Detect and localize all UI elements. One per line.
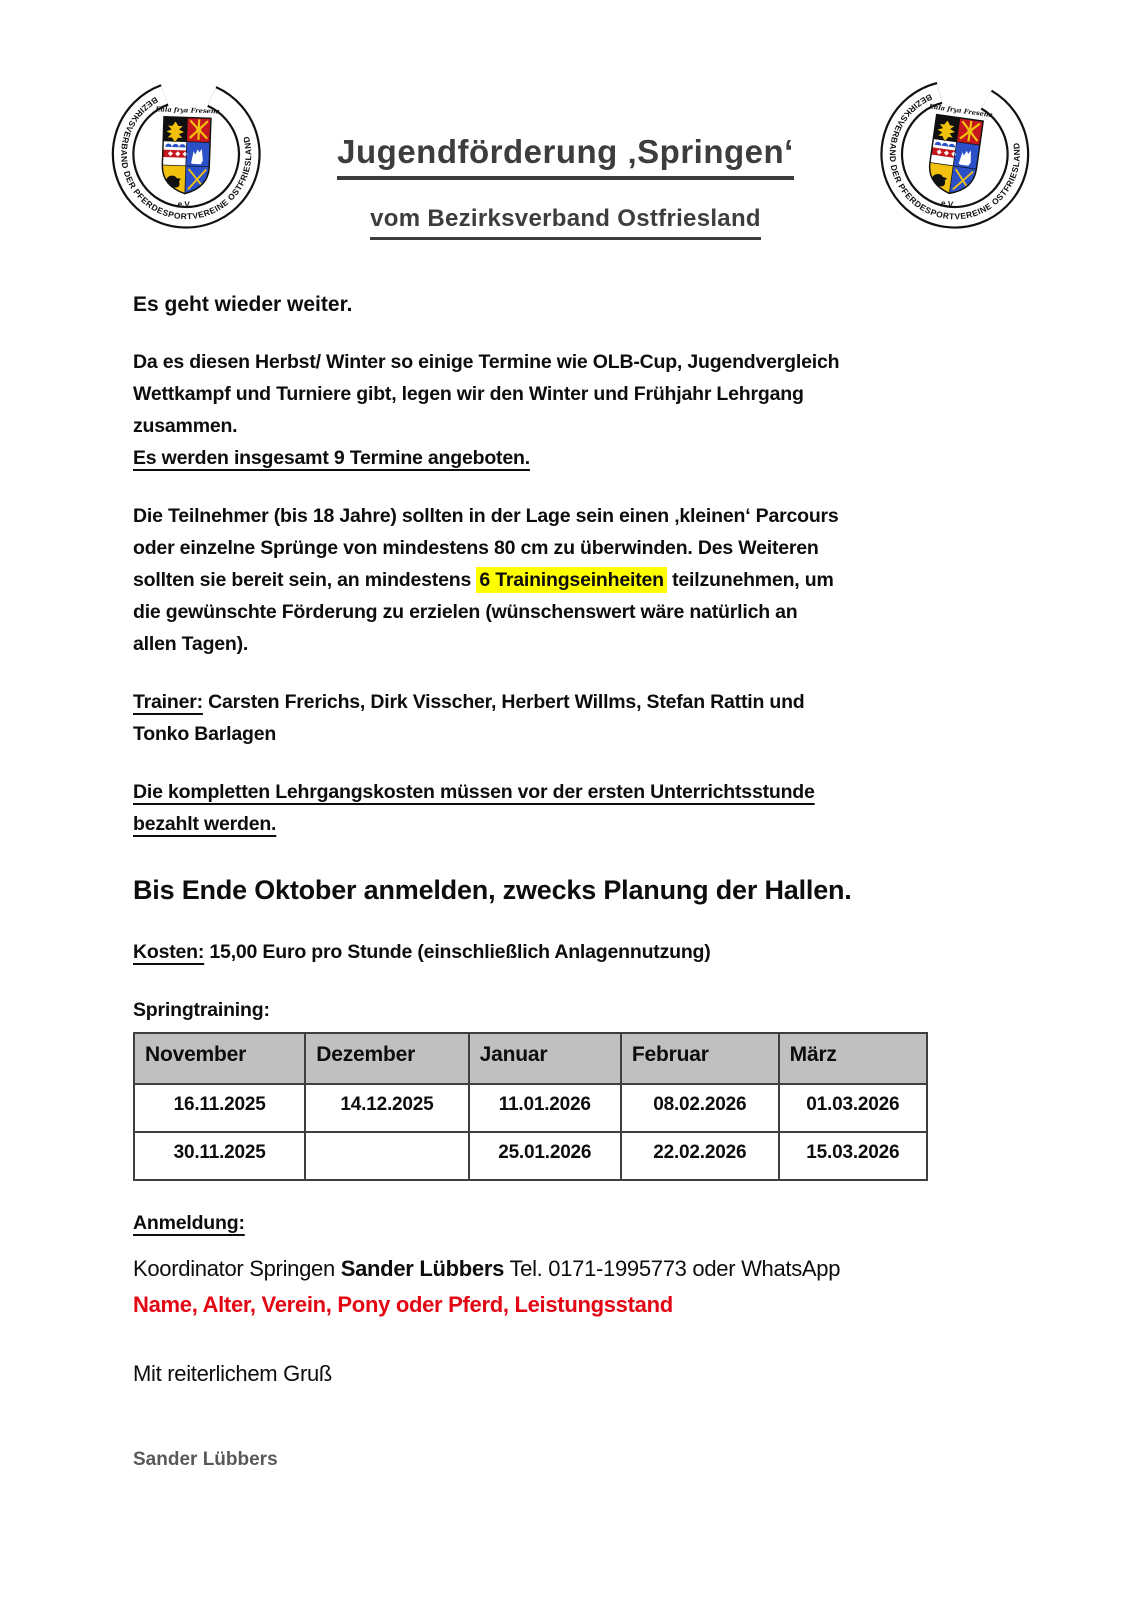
horseshoe-emblem-icon xyxy=(861,61,1048,258)
date-cell: 30.11.2025 xyxy=(134,1132,305,1180)
month-header-cell: März xyxy=(779,1033,927,1084)
text-line: Wettkampf und Turniere gibt, legen wir den Winter und Frühjahr Lehrgang xyxy=(133,383,804,405)
intro-heading xyxy=(133,290,991,320)
paragraph-kosten-hinweis xyxy=(133,776,991,840)
text-line: Koordinator Springen Sander Lübbers Tel. 0171-1995773 oder WhatsApp xyxy=(133,1256,841,1281)
club-logo-left xyxy=(101,69,271,251)
month-header-cell: Februar xyxy=(621,1033,779,1084)
text-line: allen Tagen). xyxy=(133,633,249,655)
springtraining-label xyxy=(133,994,991,1026)
date-cell: 11.01.2026 xyxy=(469,1084,621,1132)
date-cell: 22.02.2026 xyxy=(621,1132,779,1180)
text-line: Mit reiterlichem Gruß xyxy=(133,1361,333,1386)
month-header-cell: November xyxy=(134,1033,305,1084)
schedule-table xyxy=(133,1032,928,1181)
table-row xyxy=(134,1132,927,1180)
date-cell: 15.03.2026 xyxy=(779,1132,927,1180)
alert-text: Name, Alter, Verein, Pony oder Pferd, Leistungsstand xyxy=(133,1292,673,1317)
text-line: Die kompletten Lehrgangskosten müssen vor der ersten Unterrichtsstunde xyxy=(133,781,815,803)
paragraph-trainer xyxy=(133,686,991,750)
text-line: Sander Lübbers xyxy=(133,1449,278,1470)
text-line: Es geht wieder weiter. xyxy=(133,293,353,316)
table-header-row xyxy=(134,1033,927,1084)
text-line: sollten sie bereit sein, an mindestens 6 Trainingseinheiten teilzunehmen, um xyxy=(133,569,834,591)
text-line: Springtraining: xyxy=(133,999,270,1021)
table-row xyxy=(134,1084,927,1132)
valediction xyxy=(133,1357,991,1391)
contact-block xyxy=(133,1251,991,1323)
text-line: die gewünschte Förderung zu erzielen (wünschenswert wäre natürlich an xyxy=(133,601,798,623)
text-line: bezahlt werden. xyxy=(133,813,277,835)
horseshoe-emblem-icon xyxy=(101,69,271,251)
text-line: Da es diesen Herbst/ Winter so einige Termine wie OLB-Cup, Jugendvergleich xyxy=(133,351,840,373)
page-title: Jugendförderung ‚Springen‘ xyxy=(0,133,1131,180)
text-line: zusammen. xyxy=(133,415,238,437)
date-cell: 01.03.2026 xyxy=(779,1084,927,1132)
anmeldung-label xyxy=(133,1207,991,1239)
document-body xyxy=(0,290,1131,1471)
text-line: oder einzelne Sprünge von mindestens 80 cm zu überwinden. Des Weiteren xyxy=(133,537,819,559)
paragraph-termine xyxy=(133,346,991,474)
text-line: Die Teilnehmer (bis 18 Jahre) sollten in der Lage sein einen ‚kleinen‘ Parcours xyxy=(133,505,839,527)
highlighted-text: 6 Trainingseinheiten xyxy=(476,567,667,593)
text-line: Trainer: Carsten Frerichs, Dirk Visscher, Herbert Willms, Stefan Rattin und xyxy=(133,691,805,713)
date-cell: 16.11.2025 xyxy=(134,1084,305,1132)
text-line: Es werden insgesamt 9 Termine angeboten. xyxy=(133,447,530,469)
text-line: Kosten: 15,00 Euro pro Stunde (einschließlich Anlagennutzung) xyxy=(133,941,711,963)
deadline-heading xyxy=(133,870,991,910)
text-line: Bis Ende Oktober anmelden, zwecks Planung der Hallen. xyxy=(133,875,852,905)
paragraph-kosten xyxy=(133,936,991,968)
month-header-cell: Dezember xyxy=(305,1033,468,1084)
text-line xyxy=(133,1287,991,1323)
page-subtitle: vom Bezirksverband Ostfriesland xyxy=(0,205,1131,240)
paragraph-teilnehmer xyxy=(133,500,991,660)
document-header xyxy=(0,0,1131,260)
date-cell: 25.01.2026 xyxy=(469,1132,621,1180)
date-cell: 08.02.2026 xyxy=(621,1084,779,1132)
month-header-cell: Januar xyxy=(469,1033,621,1084)
text-line: Tonko Barlagen xyxy=(133,723,277,745)
date-cell: 14.12.2025 xyxy=(305,1084,468,1132)
date-cell xyxy=(305,1132,468,1180)
signature xyxy=(133,1449,991,1471)
club-logo-right xyxy=(861,61,1048,258)
text-line: Anmeldung: xyxy=(133,1212,245,1234)
